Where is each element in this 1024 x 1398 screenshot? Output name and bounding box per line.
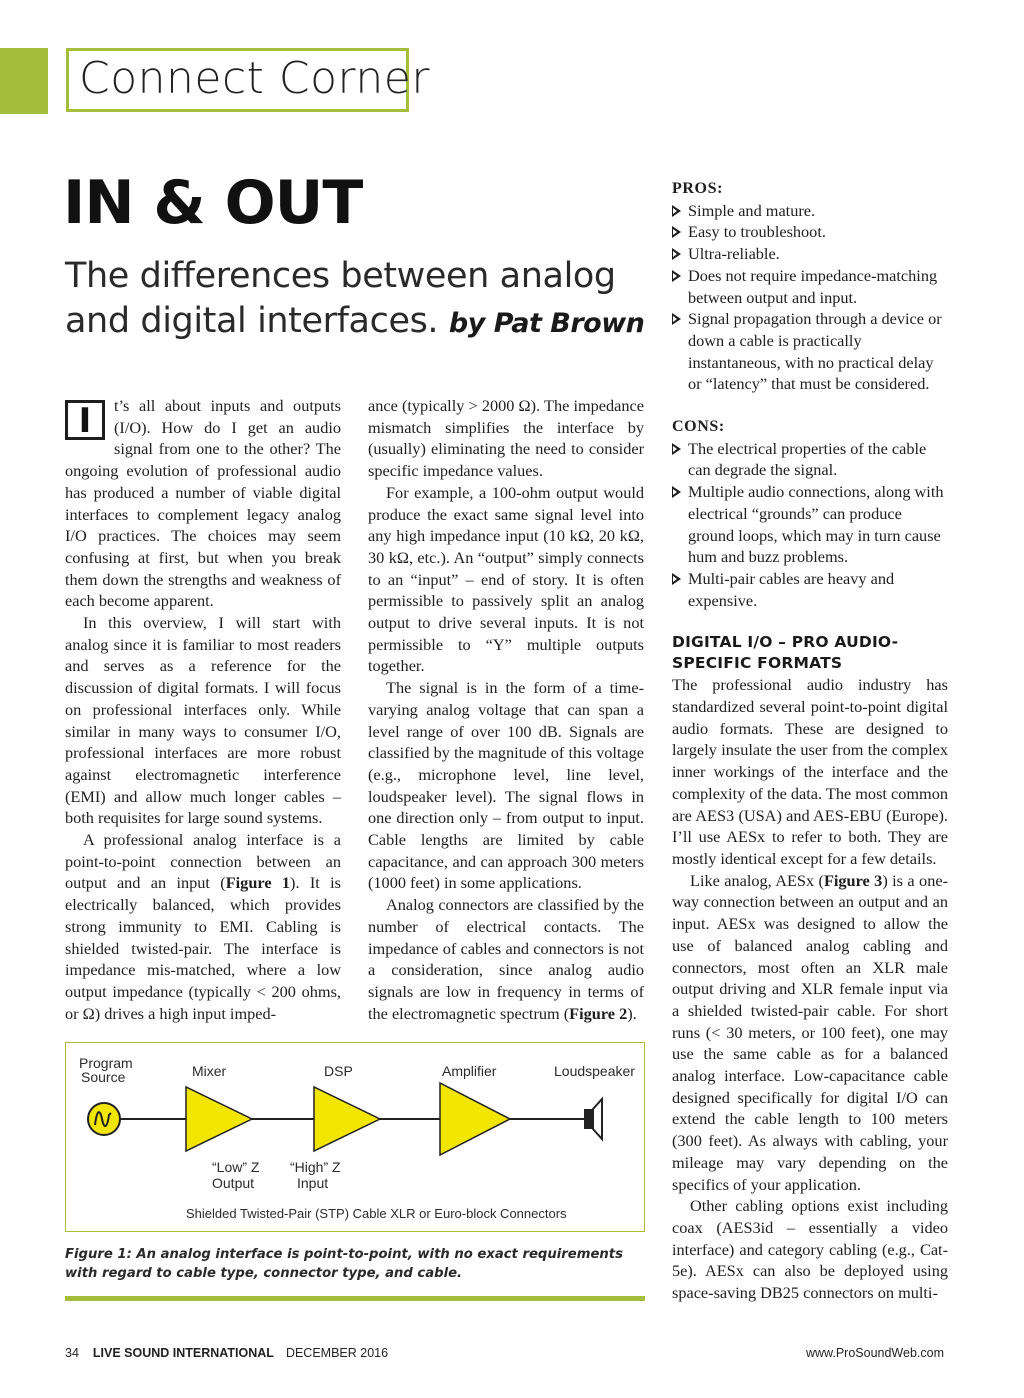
- triangle-bullet-icon: [672, 248, 681, 260]
- pros-heading: PROS:: [672, 180, 723, 197]
- body-column-1: [65, 395, 341, 1024]
- cable-label: Shielded Twisted-Pair (STP) Cable XLR or Euro-block Connectors: [186, 1206, 567, 1221]
- amplifier-triangle-icon: [440, 1083, 510, 1155]
- list-item-text: Does not require impedance-matching between output and input.: [688, 265, 938, 307]
- dsp-triangle-icon: [314, 1087, 380, 1151]
- cons-list: [672, 438, 948, 612]
- list-item: [672, 481, 948, 568]
- low-z-label: Output: [212, 1175, 255, 1191]
- article-subhead: [65, 254, 645, 346]
- dsp-label: DSP: [324, 1063, 353, 1079]
- triangle-bullet-icon: [672, 205, 681, 217]
- subhead-line-1: The differences between analog: [65, 256, 616, 296]
- speaker-magnet-icon: [584, 1109, 593, 1129]
- drop-cap: I: [65, 400, 105, 440]
- article-headline: IN & OUT: [63, 168, 363, 238]
- footer-url: www.ProSoundWeb.com: [805, 1346, 944, 1360]
- triangle-bullet-icon: [672, 443, 681, 455]
- mixer-triangle-icon: [186, 1087, 252, 1151]
- triangle-bullet-icon: [672, 226, 681, 238]
- paragraph: ance (typically > 2000 Ω). The impedance mismatch simplifies the interface by (usually) eliminating the need to consider specific impedance values.: [368, 396, 644, 481]
- mixer-label: Mixer: [192, 1063, 227, 1079]
- caption-rule: [65, 1296, 645, 1301]
- page-number: 34: [65, 1346, 79, 1360]
- paragraph: [65, 395, 341, 612]
- paragraph: [368, 894, 644, 1024]
- program-source-label: Program: [79, 1055, 133, 1071]
- paragraph: [65, 829, 341, 1024]
- list-item-text: Multi-pair cables are heavy and expensive.: [688, 568, 895, 610]
- loudspeaker-icon: [593, 1099, 602, 1139]
- list-item-text: Signal propagation through a device or down a cable is practically instantaneous, with no practical delay or “latency” that must be considered.: [688, 309, 942, 394]
- paragraph-text: Like analog, AESx (: [690, 870, 824, 890]
- paragraph-text: ) is a one-way connection between an output and an input. AESx was designed to allow the use of balanced analog cabling and connectors, most often an XLR male output driving and XLR female input via a shielded twisted-pair cable. For short runs (< 30 meters, or 100 feet), one may use the same cable as for a balanced analog interface. Low-capacitance cable designed specifically for digital I/O can extend the cable length to 100 meters (300 feet). As always with cabling, your mileage may vary depending on the specifics of your application.: [672, 870, 948, 1194]
- byline: by Pat Brown: [448, 308, 645, 339]
- magazine-name: LIVE SOUND INTERNATIONAL: [92, 1346, 274, 1360]
- paragraph-text: ). It is electrically balanced, which provides strong immunity to EMI. Cabling is shielded twisted-pair. The interface is impedance mis-matched, where a low output impedance (typically < 200 ohms, or Ω) drives a high input imped-: [65, 873, 341, 1023]
- list-item-text: Multiple audio connections, along with electrical “grounds” can produce ground loops, which may in turn cause hum and buzz problems.: [688, 482, 944, 567]
- page-footer: [65, 1346, 388, 1360]
- cons-heading: CONS:: [672, 418, 725, 436]
- list-item: [672, 221, 948, 243]
- section-tab: [66, 48, 430, 112]
- figure-reference: Figure 1: [225, 873, 291, 893]
- paragraph-text: Analog connectors are classified by the number of electrical contacts. The impedance of cables and connectors is not a consideration, since analog audio signals are low in frequency in terms of the electromagnetic spectrum (: [368, 895, 644, 1023]
- section-tab-accent: [0, 48, 48, 114]
- paragraph: In this overview, I will start with analog since it is familiar to most readers and serves as a reference for the discussion of digital formats. I will focus on professional interfaces only. While similar in many ways to consumer I/O, professional interfaces are more robust against electromagnetic interference (EMI) and allow much longer cables – both requisites for large sound systems.: [65, 613, 341, 828]
- list-item: [672, 265, 948, 308]
- figure-reference: Figure 2: [569, 1003, 628, 1023]
- body-column-2: [368, 395, 644, 1024]
- figure-1-diagram: [65, 1042, 645, 1232]
- triangle-bullet-icon: [672, 313, 681, 325]
- list-item-text: Easy to troubleshoot.: [688, 222, 826, 242]
- list-item: [672, 200, 948, 222]
- triangle-bullet-icon: [672, 270, 681, 282]
- subhead-line-2: and digital interfaces.: [65, 301, 439, 341]
- paragraph: Other cabling options exist including coax (AES3id – essentially a video interface) and category cabling (e.g., Cat-5e). AESx can also be deployed using space-saving DB25 connectors on multi-: [672, 1196, 948, 1303]
- paragraph-text: t’s all about inputs and outputs (I/O). How do I get an audio signal from one to the other? The ongoing evolution of professional audio has produced a number of viable digital interfaces to complement legacy analog I/O practices. The choices may seem confusing at first, but when you break them down the strengths and weakness of each become apparent.: [65, 396, 341, 611]
- issue-date: DECEMBER 2016: [285, 1346, 389, 1360]
- list-item: [672, 438, 948, 481]
- list-item-text: Simple and mature.: [688, 200, 816, 220]
- amplifier-label: Amplifier: [442, 1063, 497, 1079]
- paragraph-text: ).: [627, 1003, 637, 1023]
- triangle-bullet-icon: [672, 486, 681, 498]
- loudspeaker-label: Loudspeaker: [554, 1063, 635, 1079]
- paragraph: For example, a 100-ohm output would produce the exact same signal level into any high impedance input (10 kΩ, 20 kΩ, 30 kΩ, etc.). An “output” simply connects to an “input” – end of story. It is often permissible to passively split an analog output to drive several inputs. It is not permissible to “Y” multiple outputs together.: [368, 482, 644, 676]
- program-source-label: Source: [81, 1069, 126, 1085]
- paragraph-text: A professional analog interface is a point-to-point connection between an output and an input (: [65, 830, 341, 893]
- body-column-3: [672, 178, 948, 1304]
- list-item: [672, 568, 948, 611]
- list-item-text: Ultra-reliable.: [688, 244, 780, 264]
- list-item: [672, 243, 948, 265]
- section-heading: DIGITAL I/O – PRO AUDIO-SPECIFIC FORMATS: [672, 633, 899, 673]
- high-z-label: “High” Z: [290, 1159, 341, 1175]
- pros-list: [672, 200, 948, 395]
- paragraph: The signal is in the form of a time-varying analog voltage that can span a level range of over 100 dB. Signals are classified by the magnitude of this voltage (e.g., microphone level, line level, loudspeaker level). The signal flows in one direction only – from output to input. Cable lengths are limited by cable capacitance, and can approach 300 meters (1000 feet) in some applications.: [368, 678, 644, 893]
- paragraph: The professional audio industry has standardized several point-to-point digital audio formats. These are designed to largely insulate the user from the complex inner workings of the interface and the complexity of the data. The most common are AES3 (USA) and AES-EBU (Europe). I’ll use AESx to refer to both. They are mostly identical except for a few details.: [672, 675, 948, 868]
- section-tab-label: Connect Corner: [79, 53, 430, 104]
- triangle-bullet-icon: [672, 573, 681, 585]
- paragraph: [672, 870, 948, 1196]
- low-z-label: “Low” Z: [212, 1159, 260, 1175]
- high-z-label: Input: [297, 1175, 329, 1191]
- figure-caption: Figure 1: An analog interface is point-to-point, with no exact requirements with regard to cable type, connector type, and cable.: [65, 1247, 623, 1281]
- figure-reference: Figure 3: [823, 870, 883, 890]
- list-item-text: The electrical properties of the cable can degrade the signal.: [688, 438, 927, 480]
- list-item: [672, 308, 948, 395]
- sine-source-icon: [88, 1103, 120, 1135]
